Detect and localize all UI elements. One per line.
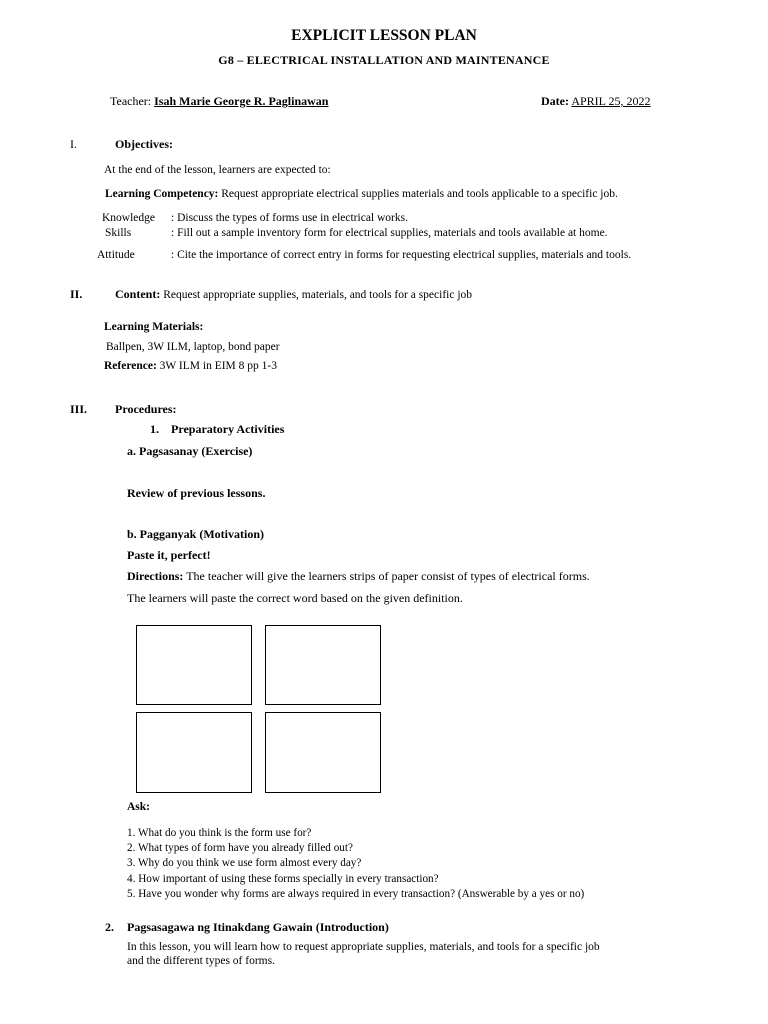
procedures-heading: Procedures: bbox=[115, 402, 177, 416]
ask-item: 4. How important of using these forms specially in every transaction? bbox=[127, 872, 439, 885]
teacher-line bbox=[110, 94, 328, 109]
learning-competency bbox=[105, 188, 618, 200]
directions-line bbox=[127, 569, 590, 584]
section-numeral-procedures: III. bbox=[70, 402, 88, 416]
motivation-title: b. Pagganyak (Motivation) bbox=[127, 527, 265, 541]
paste-box-1 bbox=[136, 625, 252, 705]
item2-title: Pagsasagawa ng Itinakdang Gawain (Introduction) bbox=[127, 920, 389, 934]
paste-title: Paste it, perfect! bbox=[127, 548, 211, 562]
item1-title: Preparatory Activities bbox=[171, 422, 285, 436]
attitude-label: Attitude bbox=[97, 249, 135, 261]
paste-box-2 bbox=[265, 625, 381, 705]
date-line bbox=[541, 94, 651, 109]
materials-text: Ballpen, 3W ILM, laptop, bond paper bbox=[106, 341, 280, 353]
objectives-intro: At the end of the lesson, learners are expected to: bbox=[104, 164, 331, 176]
exercise-title: a. Pagsasanay (Exercise) bbox=[127, 444, 253, 458]
date-value: APRIL 25, 2022 bbox=[571, 94, 651, 108]
content-text: Request appropriate supplies, materials, and tools for a specific job bbox=[160, 289, 473, 301]
review-text: Review of previous lessons. bbox=[127, 486, 266, 500]
knowledge-text: : Discuss the types of forms use in electrical works. bbox=[171, 212, 408, 224]
item1-number: 1. bbox=[150, 422, 159, 436]
skills-text: : Fill out a sample inventory form for electrical supplies, materials and tools available at home. bbox=[171, 227, 608, 239]
reference-line bbox=[104, 360, 277, 372]
reference-text: 3W ILM in EIM 8 pp 1-3 bbox=[156, 360, 277, 372]
section-numeral-objectives: I. bbox=[70, 137, 77, 151]
ask-item: 2. What types of form have you already filled out? bbox=[127, 842, 353, 855]
directions-label: Directions: bbox=[127, 569, 184, 583]
teacher-name: Isah Marie George R. Paglinawan bbox=[154, 94, 329, 108]
paste-box-3 bbox=[136, 712, 252, 793]
objectives-heading: Objectives: bbox=[115, 137, 173, 151]
introduction-text-1: In this lesson, you will learn how to request appropriate supplies, materials, and tools for a specific job bbox=[127, 941, 600, 953]
content-label: Content: bbox=[115, 287, 161, 301]
teacher-label: Teacher: bbox=[110, 94, 152, 108]
competency-text: Request appropriate electrical supplies materials and tools applicable to a specific job. bbox=[218, 188, 618, 200]
ask-item: 3. Why do you think we use form almost every day? bbox=[127, 857, 362, 870]
skills-label: Skills bbox=[105, 227, 132, 239]
introduction-text-2: and the different types of forms. bbox=[127, 955, 275, 967]
knowledge-label: Knowledge bbox=[102, 212, 156, 224]
reference-label: Reference: bbox=[104, 360, 157, 372]
section-numeral-content: II. bbox=[70, 287, 83, 301]
date-label: Date: bbox=[541, 94, 569, 108]
directions-text: The teacher will give the learners strips of paper consist of types of electrical forms. bbox=[183, 569, 590, 583]
directions-line-2: The learners will paste the correct word based on the given definition. bbox=[127, 591, 463, 605]
competency-label: Learning Competency: bbox=[105, 188, 219, 200]
ask-item: 5. Have you wonder why forms are always required in every transaction? (Answerable by a yes or no) bbox=[127, 887, 585, 900]
content-line bbox=[115, 287, 472, 302]
ask-item: 1. What do you think is the form use for? bbox=[127, 827, 312, 839]
materials-heading: Learning Materials: bbox=[104, 321, 204, 333]
item2-number: 2. bbox=[105, 920, 114, 934]
ask-list bbox=[127, 826, 584, 902]
attitude-text: : Cite the importance of correct entry in forms for requesting electrical supplies, materials and tools. bbox=[171, 249, 632, 261]
ask-heading: Ask: bbox=[127, 801, 151, 813]
paste-box-4 bbox=[265, 712, 381, 793]
document-subtitle: G8 – ELECTRICAL INSTALLATION AND MAINTENANCE bbox=[218, 53, 550, 67]
document-title: EXPLICIT LESSON PLAN bbox=[291, 27, 477, 44]
